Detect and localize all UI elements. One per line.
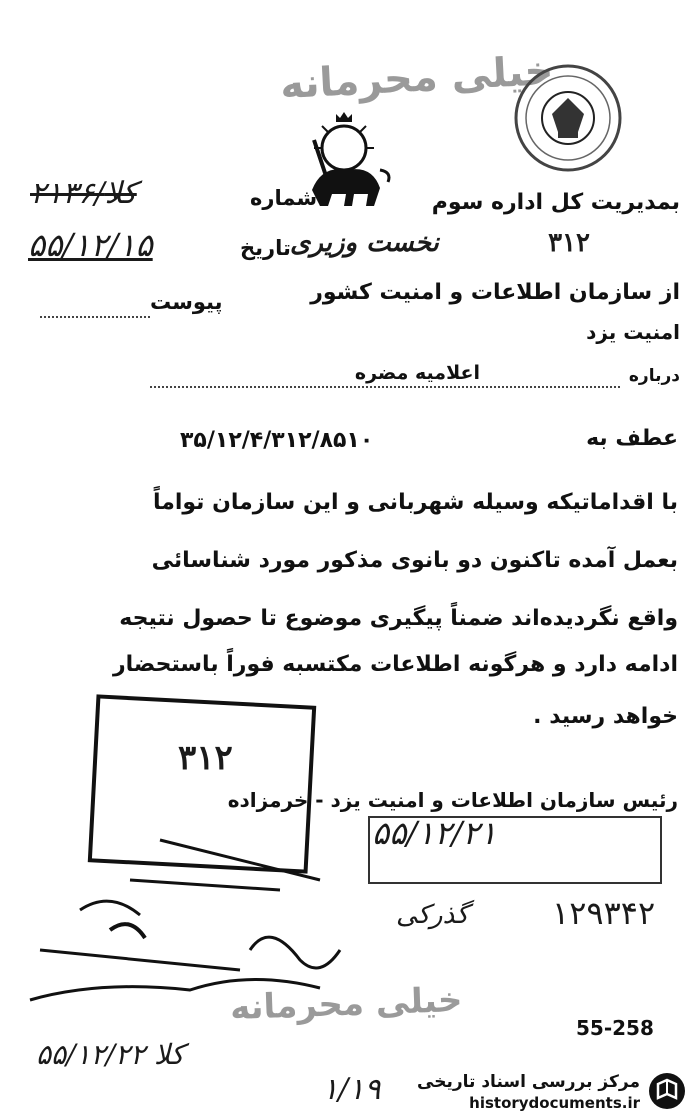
reference-value: ۳۵/۱۲/۴/۳۱۲/۸۵۱۰ [180,428,374,453]
about-dotted-line [150,386,620,388]
body-line-5: خواهد رسید . [533,704,678,729]
stamp-date: ۵۵/۱۲/۲۱ [372,814,497,852]
stamp-number: ۱۲۹۳۴۲ [552,894,656,932]
top-confidential-stamp: خیلی محرمانه [278,47,555,109]
handwritten-date-bottom-left: ۵۵/۱۲/۲۲ کلا [36,1038,185,1071]
handwritten-note-mid: گذرکی [396,900,469,930]
number-label: شماره [250,186,318,210]
footer-org-name: مرکز بررسی اسناد تاریخی [417,1072,640,1092]
body-line-3: واقع نگردیده‌اند ضمناً پیگیری موضوع تا حصول نتیجه [119,606,678,631]
attachment-label: پیوست [150,290,223,314]
document-code: 55-258 [576,1016,654,1040]
from-line: از سازمان اطلاعات و امنیت کشور [310,280,680,305]
bottom-confidential-stamp: خیلی محرمانه [229,979,464,1029]
body-line-2: بعمل آمده تاکنون دو بانوی مذکور مورد شناسائی [151,548,678,573]
prime-ministry-title: نخست وزیری [290,228,439,258]
about-value: اعلامیه مضره [354,362,480,384]
about-label: درباره [628,366,680,386]
body-line-4: ادامه دارد و هرگونه اطلاعات مکتسبه فوراً باستحضار [112,652,678,677]
addressee-number: ۳۱۲ [548,228,590,258]
reference-label: عطف به [586,426,678,451]
date-value: ۵۵/۱۲/۱۵ [28,226,153,264]
body-line-1: با اقداماتیکه وسیله شهربانی و این سازمان تواماً [152,490,678,515]
date-label: تاریخ [240,236,291,260]
attachment-dotted-line [40,316,150,318]
footer-website: historydocuments.ir [469,1094,640,1112]
bottom-page-number: ۱/۱۹ [322,1072,381,1107]
signature-line: رئیس سازمان اطلاعات و امنیت یزد - خرمزاده [227,788,678,812]
box-number: ۳۱۲ [178,738,233,778]
history-documents-logo-icon [648,1072,686,1110]
addressee-line: بمدیریت کل اداره سوم [431,190,680,215]
round-seal-icon [512,62,624,174]
number-value: ۲۱۳۶/کلا [30,176,137,211]
from-suffix: امنیت یزد [586,320,680,344]
